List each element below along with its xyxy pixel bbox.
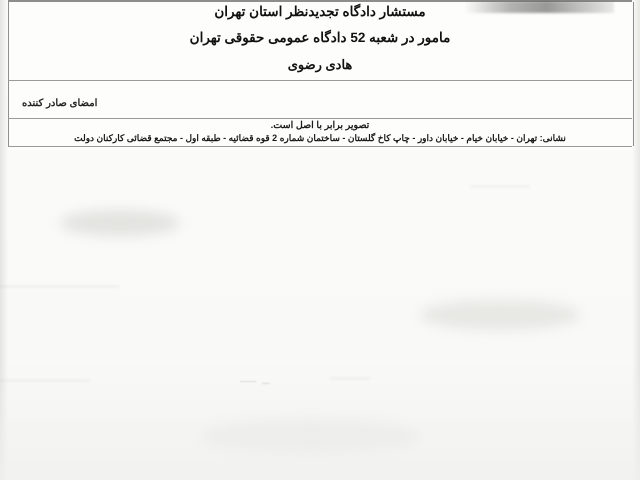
scan-artifact [330, 378, 370, 379]
paper-blotch [420, 300, 580, 330]
certification-text: تصویر برابر با اصل است. [270, 120, 370, 131]
scan-artifact [0, 286, 120, 287]
paper-blotch [60, 210, 180, 236]
page-bottom-shadow [0, 360, 640, 480]
page-left-edge-shadow [0, 0, 8, 480]
scan-artifact [0, 380, 90, 381]
address-text: نشانی: تهران - خیابان خیام - خیابان داور - چاپ کاخ گلستان - ساختمان شماره 2 قوه قضائیه - طبقه اول - مجتمع قضائی کارکنان دولت [74, 133, 566, 143]
scan-artifact [262, 383, 270, 384]
horizontal-rule [8, 80, 632, 81]
signatory-name-line: هادی رضوی [287, 57, 353, 72]
horizontal-rule [8, 118, 632, 119]
paper-blotch [200, 420, 420, 454]
document-header-block [8, 0, 632, 150]
scan-artifact [470, 186, 530, 187]
horizontal-rule [8, 146, 632, 147]
scan-artifact [240, 381, 256, 382]
signature-label: امضای صادر کننده [22, 98, 98, 109]
branch-assignment-line: مامور در شعبه 52 دادگاه عمومی حقوقی تهران [189, 30, 451, 45]
judge-title-line: مستشار دادگاه تجدیدنظر استان تهران [214, 4, 426, 19]
